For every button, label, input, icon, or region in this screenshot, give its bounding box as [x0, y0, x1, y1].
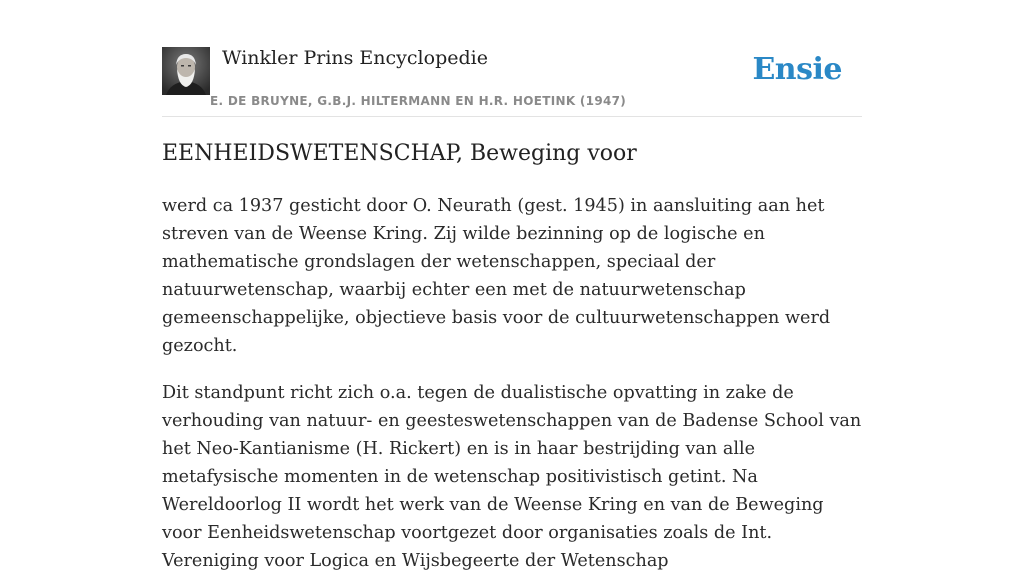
article-paragraph: Dit standpunt richt zich o.a. tegen de dualistische opvatting in zake de verhouding van natuur- en geesteswetenschappen van de Badense School van het Neo-Kantianisme (H. Rickert) en is in haar bestrijding van alle metafysische momenten in de wetenschap positivistisch getint. Na Wereldoorlog II wordt het werk van de Weense Kring en van de Beweging voor Eenheidswetenschap voortgezet door organisaties zoals de Int. Vereniging voor Logica en Wijsbegeerte der Wetenschap: [162, 383, 862, 571]
article-paragraph: werd ca 1937 gesticht door O. Neurath (gest. 1945) in aansluiting aan het streven van de Weense Kring. Zij wilde bezinning op de logische en mathematische grondslagen der wetenschappen, speciaal der natuurwetenschap, waarbij echter een met de natuurwetenschap gemeenschappelijke, objectieve basis voor de cultuurwetenschappen werd gezocht.: [162, 196, 831, 356]
source-authors: E. DE BRUYNE, G.B.J. HILTERMANN EN H.R. HOETINK (1947): [210, 94, 627, 108]
source-header: [162, 46, 862, 117]
article-title: EENHEIDSWETENSCHAP, Beweging voor: [162, 141, 637, 166]
article: [162, 136, 862, 575]
ensie-logo[interactable]: Ensie: [752, 52, 842, 87]
portrait-photo-icon: [162, 47, 210, 95]
source-title[interactable]: Winkler Prins Encyclopedie: [222, 47, 488, 69]
author-avatar[interactable]: [162, 47, 210, 95]
